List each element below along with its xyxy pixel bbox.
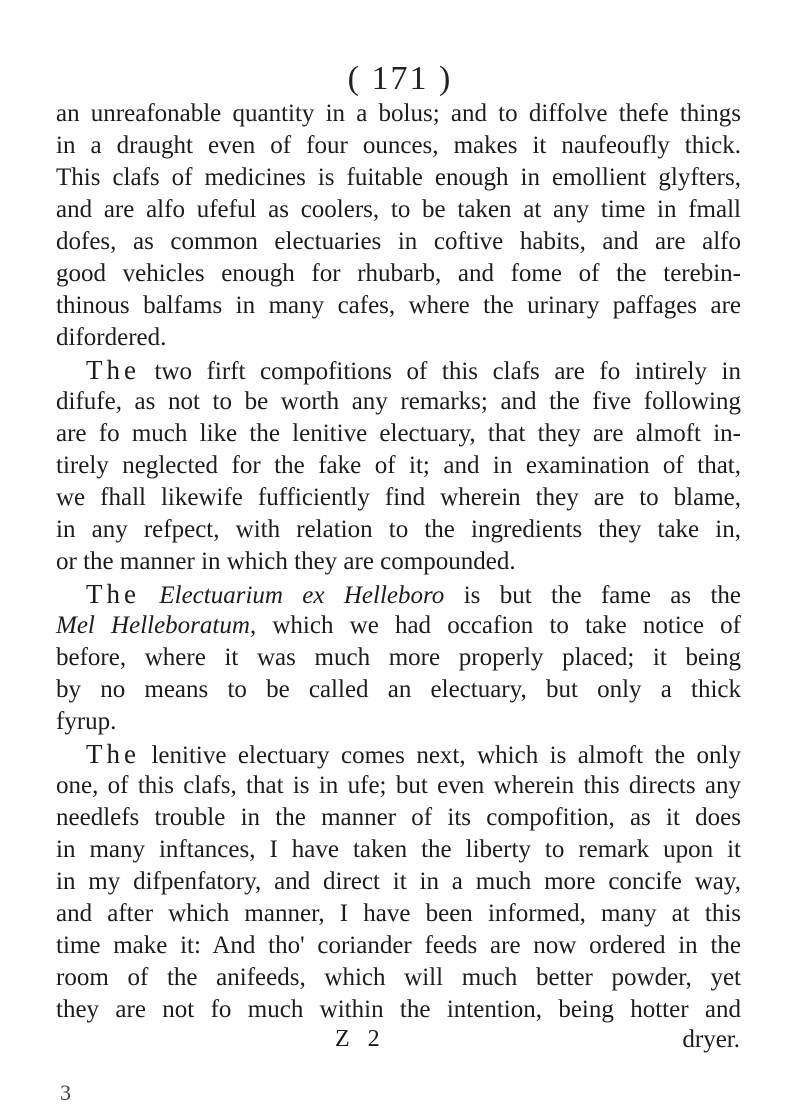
text-line-mixed xyxy=(56,610,741,642)
paragraph-first-line xyxy=(86,354,741,388)
small-caps-lead: The xyxy=(86,739,140,769)
italic-title: Electuarium ex Helleboro xyxy=(159,582,445,609)
text-line: dofes, as common electuaries in coftive habits, and are alfo xyxy=(56,228,741,255)
italic-term: Mel Helleboratum, xyxy=(56,612,257,639)
text-line: difufe, as not to be worth any remarks; and the five following xyxy=(56,388,741,415)
text-line: in many inftances, I have taken the liberty to remark upon it xyxy=(56,836,741,863)
text-line: by no means to be called an electuary, but only a thick xyxy=(56,676,741,703)
corner-mark: 3 xyxy=(60,1080,71,1105)
text-line: one, of this clafs, that is in ufe; but even wherein this directs any xyxy=(56,772,741,799)
text-line: they are not fo much within the intention, being hotter and xyxy=(56,996,741,1023)
text-line: in a draught even of four ounces, makes it naufeoufly thick. xyxy=(56,132,741,159)
text-line: difordered. xyxy=(56,324,167,351)
text-line: and after which manner, I have been informed, many at this xyxy=(56,900,741,927)
text-line: an unreafonable quantity in a bolus; and to diffolve thefe things xyxy=(56,100,741,127)
text-line: thinous balfams in many cafes, where the urinary paffages are xyxy=(56,292,741,319)
text-line: in any refpect, with relation to the ingredients they take in, xyxy=(56,516,741,543)
text-line: time make it: And tho' coriander feeds are now ordered in the xyxy=(56,932,741,959)
text-line: in my difpenfatory, and direct it in a much more concife way, xyxy=(56,868,741,895)
text-line: and are alfo ufeful as coolers, to be taken at any time in fmall xyxy=(56,196,741,223)
text-line: or the manner in which they are compounded. xyxy=(56,548,516,575)
small-caps-lead: The xyxy=(86,355,140,385)
text-line: we fhall likewife fufficiently find wherein they are to blame, xyxy=(56,484,741,511)
small-caps-lead: The xyxy=(86,579,140,609)
text-line: needlefs trouble in the manner of its compofition, as it does xyxy=(56,804,741,831)
signature-mark: Z 2 xyxy=(335,1026,386,1052)
catchword: dryer. xyxy=(682,1026,740,1053)
text-run: two firft compofitions of this clafs are fo intirely in xyxy=(154,358,741,385)
text-line: are fo much like the lenitive electuary, that they are almoft in- xyxy=(56,420,741,447)
text-line: tirely neglected for the fake of it; and in examination of that, xyxy=(56,452,741,479)
text-run: which we had occafion to take notice of xyxy=(272,612,742,639)
text-run: lenitive electuary comes next, which is almoft the only xyxy=(151,742,742,769)
text-line: good vehicles enough for rhubarb, and fome of the terebin- xyxy=(56,260,741,287)
text-line: fyrup. xyxy=(56,708,117,735)
page-number: ( 171 ) xyxy=(347,60,453,97)
paragraph-first-line xyxy=(86,578,741,612)
paragraph-first-line xyxy=(86,738,741,772)
text-run: is but the fame as the xyxy=(463,582,742,609)
text-line: This clafs of medicines is fuitable enough in emollient glyfters, xyxy=(56,164,741,191)
text-line: before, where it was much more properly placed; it being xyxy=(56,644,741,671)
text-line: room of the anifeeds, which will much better powder, yet xyxy=(56,964,741,991)
